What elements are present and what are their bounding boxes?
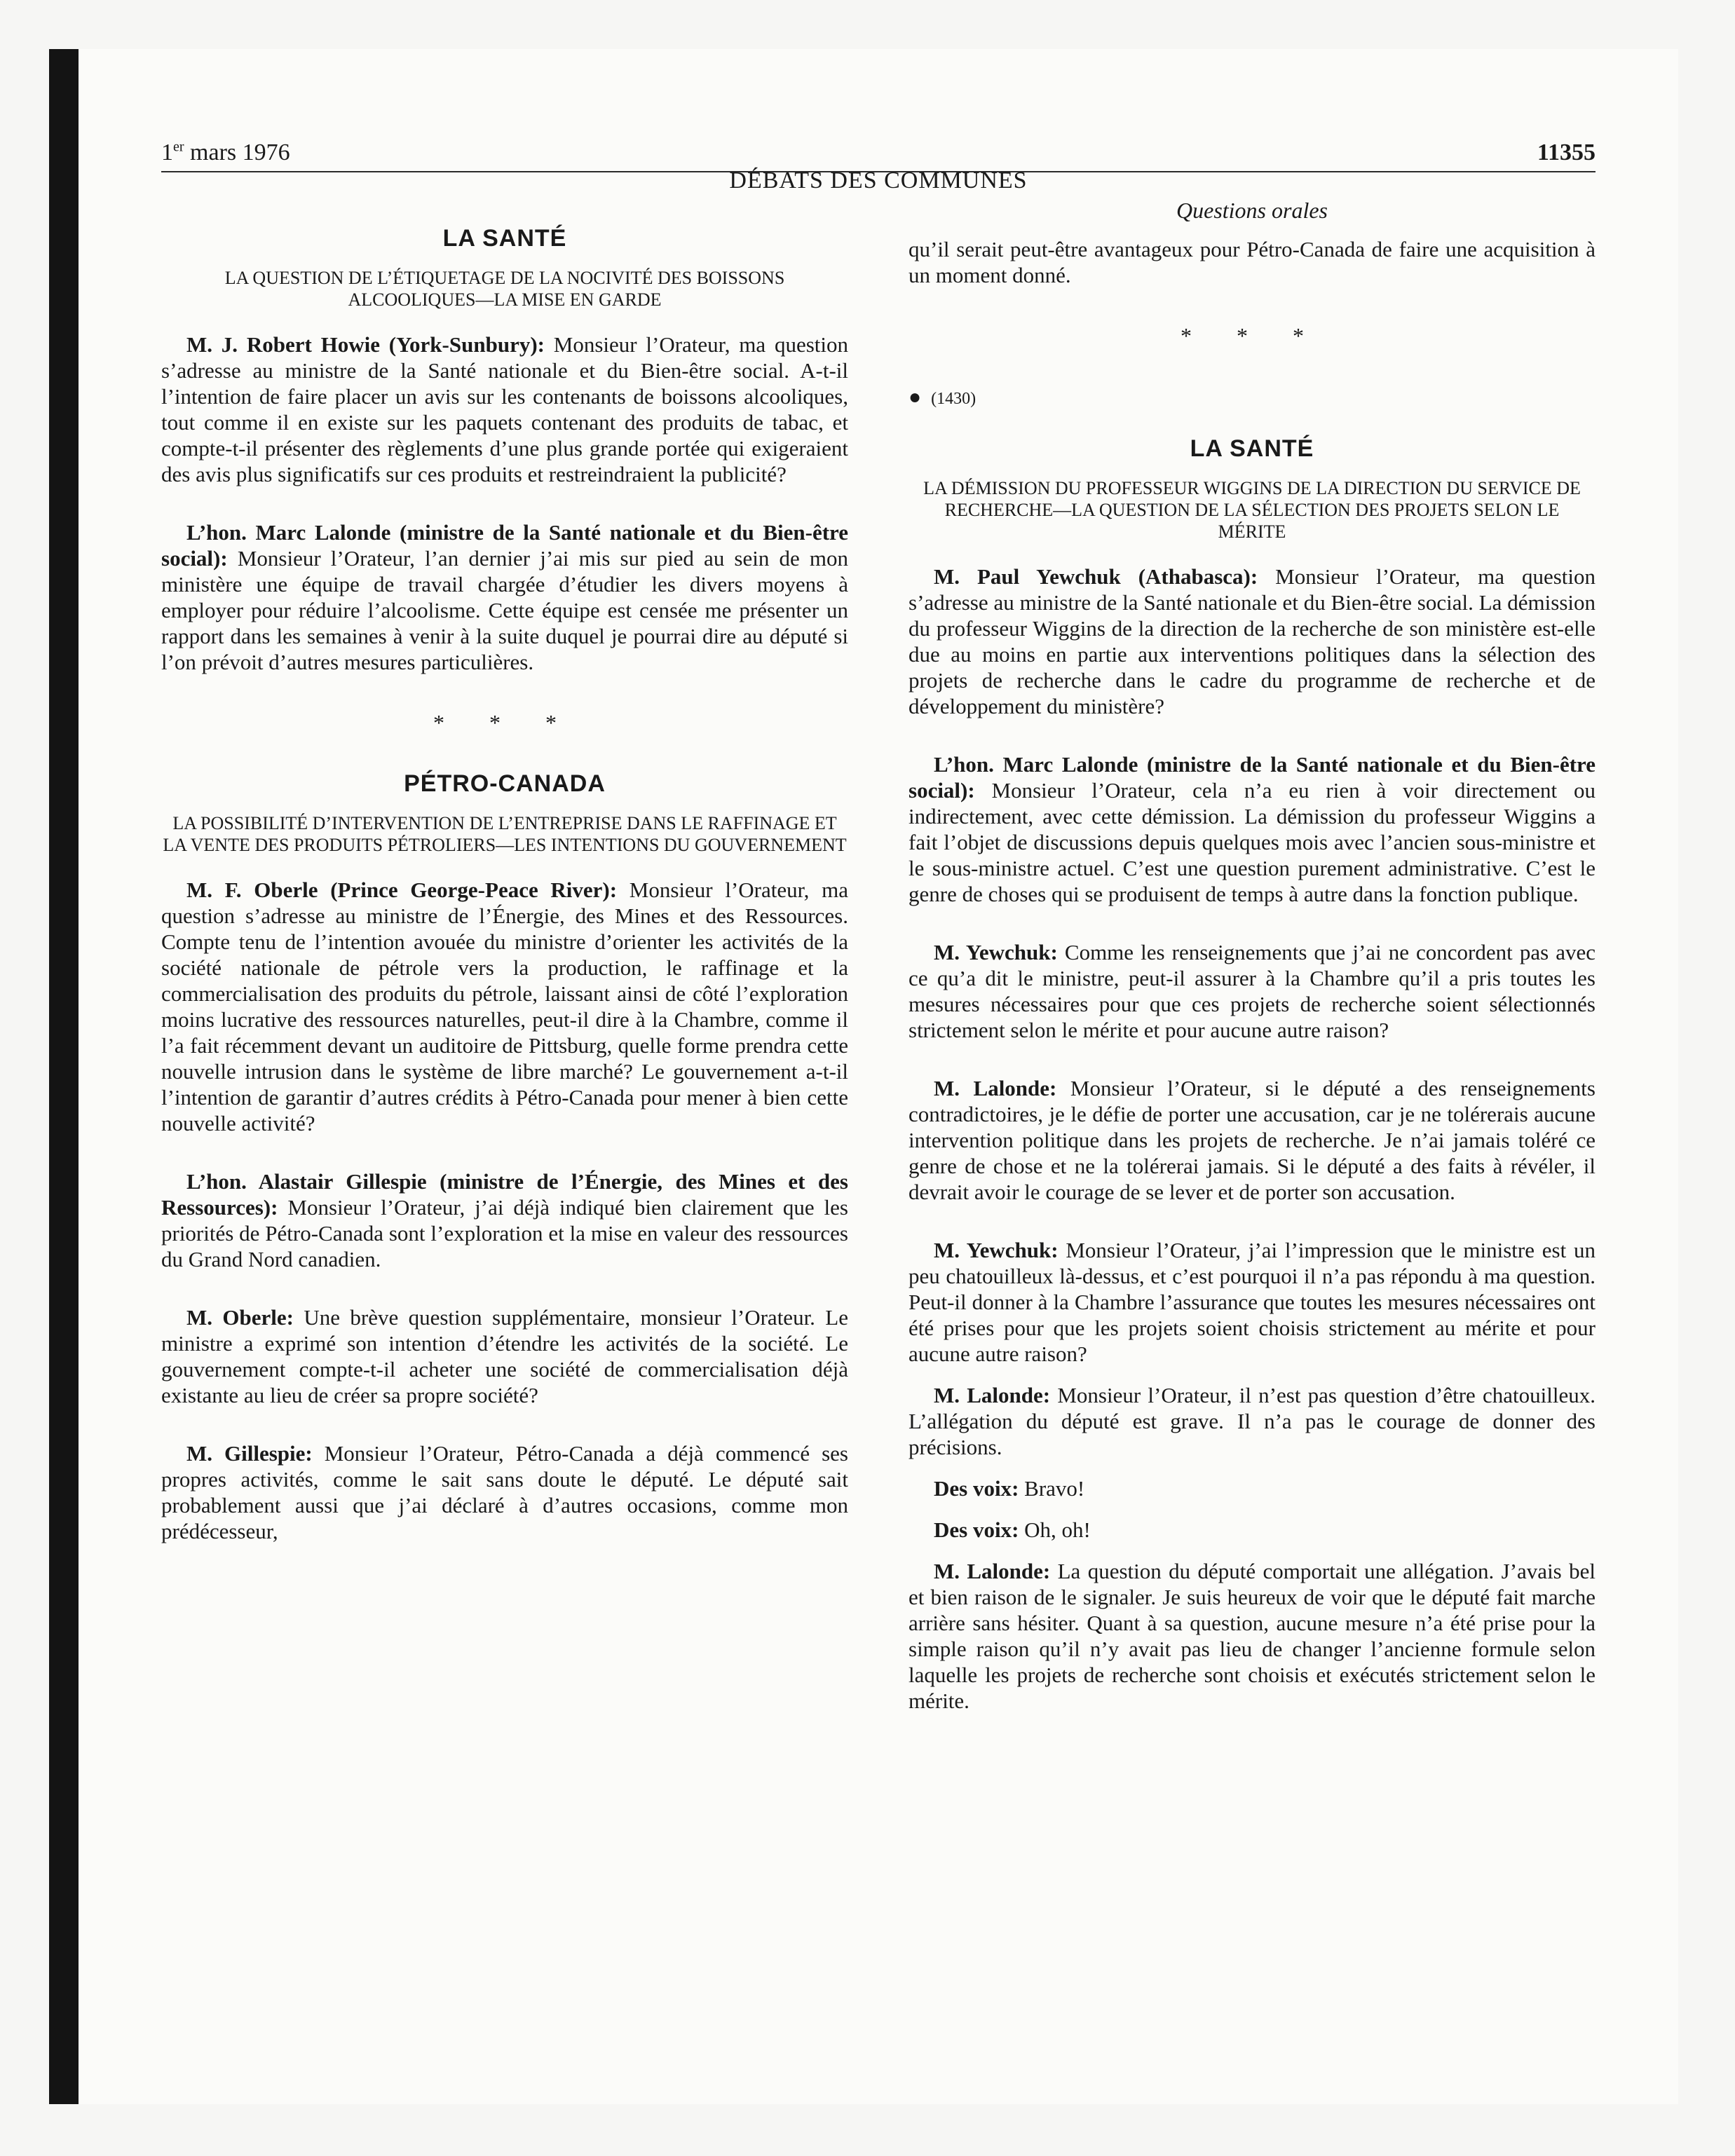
speaker-name: M. Oberle: [186, 1305, 294, 1330]
speaker-name: M. Lalonde: [934, 1076, 1057, 1100]
speech-text: Monsieur l’Orateur, si le député a des renseignements contradictoires, je le défie de porter une accusation, car je ne tolérerais aucune intervention politique dans les projets de recherche. Je n’ai jamais toléré ce genre de chose et ne la tolérerai jamais. Si le député a des faits à révéler, il devrait avoir le courage de se lever et de porter son accusation. [909, 1076, 1595, 1204]
speech-yewchuk-3 [909, 1237, 1595, 1367]
speech-gillespie [161, 1168, 848, 1272]
running-header [161, 139, 1595, 193]
speech-lalonde-4 [909, 1382, 1595, 1460]
section-title-sante-2: LA SANTÉ [1190, 435, 1314, 462]
speech-text: Monsieur l’Orateur, l’an dernier j’ai mis sur pied au sein de mon ministère une équipe de travail chargée d’étudier les divers moyens à employer pour réduire l’alcoolisme. Cette équipe est censée me présenter un rapport dans les semaines à venir à la suite duquel je pourrai dire au député si l’on prévoit d’autres mesures particulières. [161, 546, 848, 674]
time-marker: ● (1430) [909, 386, 977, 409]
speech-text: Comme les renseignements que j’ai ne concordent pas avec ce qu’a dit le ministre, peut-il assurer à la Chambre qu’il a pris toutes les mesures nécessaires pour que ces projets de recherche soient sélectionnés strictement selon le mérite et pour aucune autre raison? [909, 940, 1595, 1042]
speaker-name: Des voix: [934, 1476, 1019, 1501]
section-separator-stars: * * * [1181, 323, 1324, 348]
bullet-icon: ● [909, 386, 922, 409]
continuation-text: qu’il serait peut-être avantageux pour Pétro-Canada de faire une acquisition à un moment donné. [909, 237, 1595, 287]
section-subtitle-raffinage: LA POSSIBILITÉ D’INTERVENTION DE L’ENTREPRISE DANS LE RAFFINAGE ET LA VENTE DES PRODUITS PÉTROLIERS—LES INTENTIONS DU GOUVERNEMENT [163, 813, 847, 855]
section-subtitle-wiggins: LA DÉMISSION DU PROFESSEUR WIGGINS DE LA DIRECTION DU SERVICE DE RECHERCHE—LA QUESTION DE LA SÉLECTION DES PROJETS SELON LE MÉRITE [923, 478, 1581, 542]
speech-text: Monsieur l’Orateur, ma question s’adresse au ministre de l’Énergie, des Mines et des Ressources. Compte tenu de l’intention avouée du ministre d’orienter les activités de la société nationale de pétrole vers la production, le raffinage et la commercialisation des produits du pétrole, laissant ainsi de côté l’exploration moins lucrative des ressources naturelles, peut-il dire à la Chambre, comme il l’a fait récemment devant un auditoire de Pittsburg, quelle forme prendra cette nouvelle intrusion dans le système de libre marché? Le gouvernement a-t-il l’intention de garantir d’autres crédits à Pétro-Canada pour mener à bien cette nouvelle activité? [161, 878, 849, 1135]
speech-oberle [161, 877, 848, 1136]
speech-text: Monsieur l’Orateur, ma question s’adresse au ministre de la Santé nationale et du Bien-être social. La démission du professeur Wiggins de la direction de la recherche de son ministère est-elle due au moins en partie aux interventions politiques dans la sélection des projets de recherche dans le cadre du programme de recherche et de développement du ministère? [909, 564, 1595, 718]
speech-text: Monsieur l’Orateur, j’ai l’impression que le ministre est un peu chatouilleux là-dessus, et c’est pourquoi il n’a pas répondu à ma question. Peut-il donner à la Chambre l’assurance que toutes les mesures nécessaires ont été prises pour que les projets soient choisis strictement au mérite et pour aucune autre raison? [909, 1238, 1595, 1366]
speech-voices-1 [909, 1475, 1595, 1501]
speech-lalonde-5 [909, 1558, 1595, 1714]
speech-text: Monsieur l’Orateur, cela n’a eu rien à voir directement ou indirectement, avec cette démission. La démission du professeur Wiggins a fait l’objet de discussions depuis quelques mois avec l’ancien sous-ministre et le sous-ministre actuel. C’est une question purement administrative. C’est le genre de choses qui se produisent de temps à autre dans la fonction publique. [909, 778, 1595, 906]
speaker-name: Des voix: [934, 1517, 1019, 1542]
speaker-name: M. Lalonde: [934, 1559, 1051, 1583]
speech-text: Monsieur l’Orateur, Pétro-Canada a déjà commencé ses propres activités, comme le sait sans doute le député. Le député sait probablement aussi que j’ai déclaré à d’autres occasions, comme mon prédécesseur, [161, 1441, 848, 1543]
speaker-name: M. Paul Yewchuk (Athabasca): [934, 564, 1258, 589]
speech-yewchuk-2 [909, 939, 1595, 1043]
speech-yewchuk [909, 564, 1595, 719]
section-title-sante: LA SANTÉ [442, 225, 567, 252]
speech-text: Monsieur l’Orateur, ma question s’adresse au ministre de la Santé nationale et du Bien-être social. A-t-il l’intention de faire placer un avis sur les contenants de boissons alcooliques, tout comme il en existe sur les paquets contenant des produits de tabac, et compte-t-il présenter des règlements d’une plus grande portée qui exigeraient des avis plus significatifs sur ces produits et restreindraient la publicité? [161, 332, 849, 486]
speech-voices-2 [909, 1517, 1595, 1543]
speaker-name: L’hon. Alastair Gillespie (ministre de l’Énergie, des Mines et des Ressources): [161, 1169, 848, 1220]
speaker-name: L’hon. Marc Lalonde (ministre de la Santé nationale et du Bien-être social): [161, 520, 848, 571]
left-column [161, 202, 848, 1560]
column-heading: Questions orales [1176, 198, 1328, 223]
right-column [909, 198, 1595, 1729]
speaker-name: M. Lalonde: [934, 1383, 1051, 1407]
speaker-name: M. Yewchuk: [934, 1238, 1059, 1262]
header-date: 1er mars 1976 [161, 139, 290, 165]
section-title-petro-canada: PÉTRO-CANADA [404, 770, 606, 797]
speech-text: Monsieur l’Orateur, il n’est pas question d’être chatouilleux. L’allégation du député est grave. Il n’a pas le courage de donner des précisions. [909, 1383, 1595, 1459]
speech-text: Une brève question supplémentaire, monsieur l’Orateur. Le ministre a exprimé son intention d’étendre les activités de la société. Le gouvernement compte-t-il acheter une société de commercialisation déjà existante au lieu de créer sa propre société? [161, 1305, 849, 1407]
speaker-name: M. J. Robert Howie (York-Sunbury): [186, 332, 545, 357]
speech-text: Oh, oh! [1019, 1517, 1091, 1542]
speaker-name: M. Yewchuk: [934, 940, 1058, 964]
page-number: 11355 [1537, 139, 1595, 165]
speech-howie [161, 332, 848, 487]
speech-lalonde-3 [909, 1075, 1595, 1205]
speaker-name: M. F. Oberle (Prince George-Peace River): [186, 878, 618, 902]
speech-lalonde-2 [909, 751, 1595, 907]
scan-edge-bar [49, 49, 79, 2104]
header-title: DÉBATS DES COMMUNES [729, 168, 1028, 193]
section-subtitle-alcool: LA QUESTION DE L’ÉTIQUETAGE DE LA NOCIVITÉ DES BOISSONS ALCOOLIQUES—LA MISE EN GARDE [224, 268, 785, 310]
speaker-name: L’hon. Marc Lalonde (ministre de la Santé nationale et du Bien-être social): [909, 752, 1595, 803]
speech-text: La question du député comportait une allégation. J’avais bel et bien raison de le signaler. Je suis heureux de voir que le député fait marche arrière sans hésiter. Quant à sa question, aucune mesure n’a été prise pour la simple raison qu’il n’y avait pas lieu de changer l’ancienne formule selon laquelle les projets de recherche sont choisis et exécutés strictement selon le mérite. [909, 1559, 1595, 1713]
speech-gillespie-reply [161, 1440, 848, 1544]
speech-lalonde [161, 519, 848, 675]
section-separator-stars: * * * [433, 710, 576, 735]
speaker-name: M. Gillespie: [186, 1441, 313, 1466]
speech-text: Monsieur l’Orateur, j’ai déjà indiqué bien clairement que les priorités de Pétro-Canada sont l’exploration et la mise en valeur des ressources du Grand Nord canadien. [161, 1195, 848, 1271]
speech-text: Bravo! [1019, 1476, 1085, 1501]
speech-oberle-supp [161, 1304, 848, 1408]
